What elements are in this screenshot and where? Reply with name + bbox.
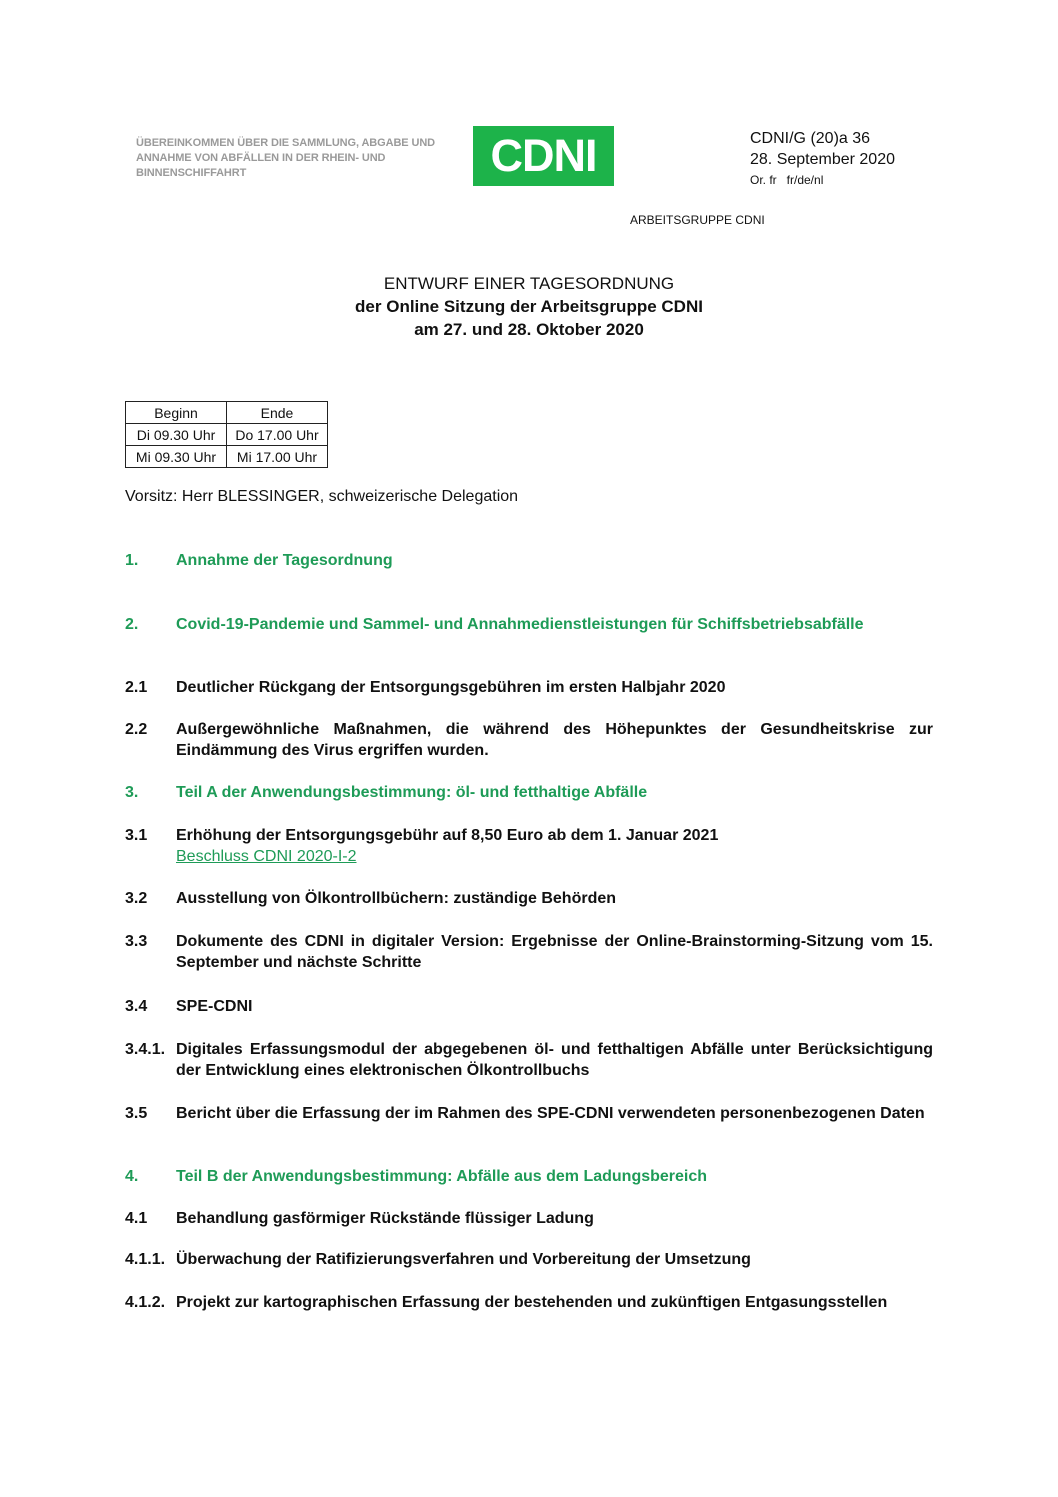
table-cell: Mi 09.30 Uhr xyxy=(126,446,227,468)
agenda-text: Projekt zur kartographischen Erfassung der bestehenden und zukünftigen Entgasungsstellen xyxy=(176,1294,888,1311)
agenda-item-4 xyxy=(125,1166,933,1187)
document-reference: CDNI/G (20)a 36 xyxy=(750,130,871,147)
agenda-item-3-5 xyxy=(125,1103,933,1124)
agenda-text: Dokumente des CDNI in digitaler Version: Ergebnisse der Online-Brainstorming-Sitzung vom 15. September und nächste Schritte xyxy=(176,933,933,971)
agenda-text: Teil B der Anwendungsbestimmung: Abfälle aus dem Ladungsbereich xyxy=(176,1168,708,1185)
agenda-item-3 xyxy=(125,782,933,803)
agenda-number: 4.1.2. xyxy=(125,1294,166,1311)
agenda-text: Erhöhung der Entsorgungsgebühr auf 8,50 Euro ab dem 1. Januar 2021 xyxy=(176,827,719,844)
agenda-text: SPE-CDNI xyxy=(176,998,253,1015)
agenda-number: 4.1 xyxy=(125,1210,148,1227)
agenda-text: Deutlicher Rückgang der Entsorgungsgebühren im ersten Halbjahr 2020 xyxy=(176,679,726,696)
page-title xyxy=(0,272,1058,341)
agenda-number: 3.4 xyxy=(125,998,148,1015)
table-row xyxy=(126,446,328,468)
table-cell: Di 09.30 Uhr xyxy=(126,424,227,446)
agenda-number: 1. xyxy=(125,552,139,569)
cdni-logo: CDNI xyxy=(473,126,614,186)
table-cell: Mi 17.00 Uhr xyxy=(227,446,328,468)
title-line-3: am 27. und 28. Oktober 2020 xyxy=(414,320,644,339)
agenda-text: Teil A der Anwendungsbestimmung: öl- und fetthaltige Abfälle xyxy=(176,784,648,801)
agenda-number: 3.1 xyxy=(125,827,148,844)
agenda-item-4-1-1 xyxy=(125,1249,933,1270)
original-language: Or. fr fr/de/nl xyxy=(750,173,824,187)
agenda-text-block xyxy=(176,825,933,867)
agenda-text: Annahme der Tagesordnung xyxy=(176,552,393,569)
agenda-text: Ausstellung von Ölkontrollbüchern: zuständige Behörden xyxy=(176,890,617,907)
agenda-text: Überwachung der Ratifizierungsverfahren und Vorbereitung der Umsetzung xyxy=(176,1251,751,1268)
agenda-item-3-2 xyxy=(125,888,933,909)
agenda-item-3-4 xyxy=(125,996,933,1017)
document-reference-block xyxy=(750,128,895,191)
agenda-item-1 xyxy=(125,550,933,571)
agenda-text: Covid-19-Pandemie und Sammel- und Annahmedienstleistungen für Schiffsbetriebsabfälle xyxy=(176,616,864,633)
working-group-label: ARBEITSGRUPPE CDNI xyxy=(630,213,765,227)
agenda-number: 3.3 xyxy=(125,933,148,950)
agenda-number: 2.1 xyxy=(125,679,148,696)
title-line-1: ENTWURF EINER TAGESORDNUNG xyxy=(383,274,675,293)
title-line-2: der Online Sitzung der Arbeitsgruppe CDNI xyxy=(355,297,703,316)
agenda-item-2 xyxy=(125,614,933,635)
agenda-item-3-3 xyxy=(125,931,933,973)
agenda-item-3-1 xyxy=(125,825,933,867)
agenda-item-4-1 xyxy=(125,1208,933,1229)
agenda-number: 3.2 xyxy=(125,890,148,907)
agenda-item-2-2 xyxy=(125,719,933,761)
header-ende: Ende xyxy=(227,402,328,424)
agenda-number: 2.2 xyxy=(125,721,148,738)
agenda-number: 3.4.1. xyxy=(125,1041,166,1058)
agenda-number: 2. xyxy=(125,616,139,633)
agenda-number: 3.5 xyxy=(125,1105,148,1122)
agenda-text: Bericht über die Erfassung der im Rahmen des SPE-CDNI verwendeten personenbezogenen Daten xyxy=(176,1105,925,1122)
chair-line: Vorsitz: Herr BLESSINGER, schweizerische Delegation xyxy=(125,488,519,505)
organization-name: ÜBEREINKOMMEN ÜBER DIE SAMMLUNG, ABGABE UND ANNAHME VON ABFÄLLEN IN DER RHEIN- UND BINNENSCHIFFAHRT xyxy=(136,137,436,179)
table-header-row xyxy=(126,402,328,424)
decision-link[interactable]: Beschluss CDNI 2020-I-2 xyxy=(176,848,357,865)
agenda-item-2-1 xyxy=(125,677,933,698)
agenda-item-4-1-2 xyxy=(125,1292,933,1313)
agenda-text: Behandlung gasförmiger Rückstände flüssiger Ladung xyxy=(176,1210,594,1227)
table-row xyxy=(126,424,328,446)
agenda-number: 4.1.1. xyxy=(125,1251,166,1268)
schedule-table xyxy=(125,401,328,468)
document-date: 28. September 2020 xyxy=(750,151,895,168)
agenda-text: Digitales Erfassungsmodul der abgegebenen öl- und fetthaltigen Abfälle unter Berücksichtigung der Entwicklung eines elektronischen Ölkontrollbuchs xyxy=(176,1041,933,1079)
agenda-number: 3. xyxy=(125,784,139,801)
agenda-item-3-4-1 xyxy=(125,1039,933,1081)
agenda-number: 4. xyxy=(125,1168,139,1185)
agenda-text: Außergewöhnliche Maßnahmen, die während des Höhepunktes der Gesundheitskrise zur Eindämmung des Virus ergriffen wurden. xyxy=(176,721,933,759)
table-cell: Do 17.00 Uhr xyxy=(227,424,328,446)
header-beginn: Beginn xyxy=(126,402,227,424)
